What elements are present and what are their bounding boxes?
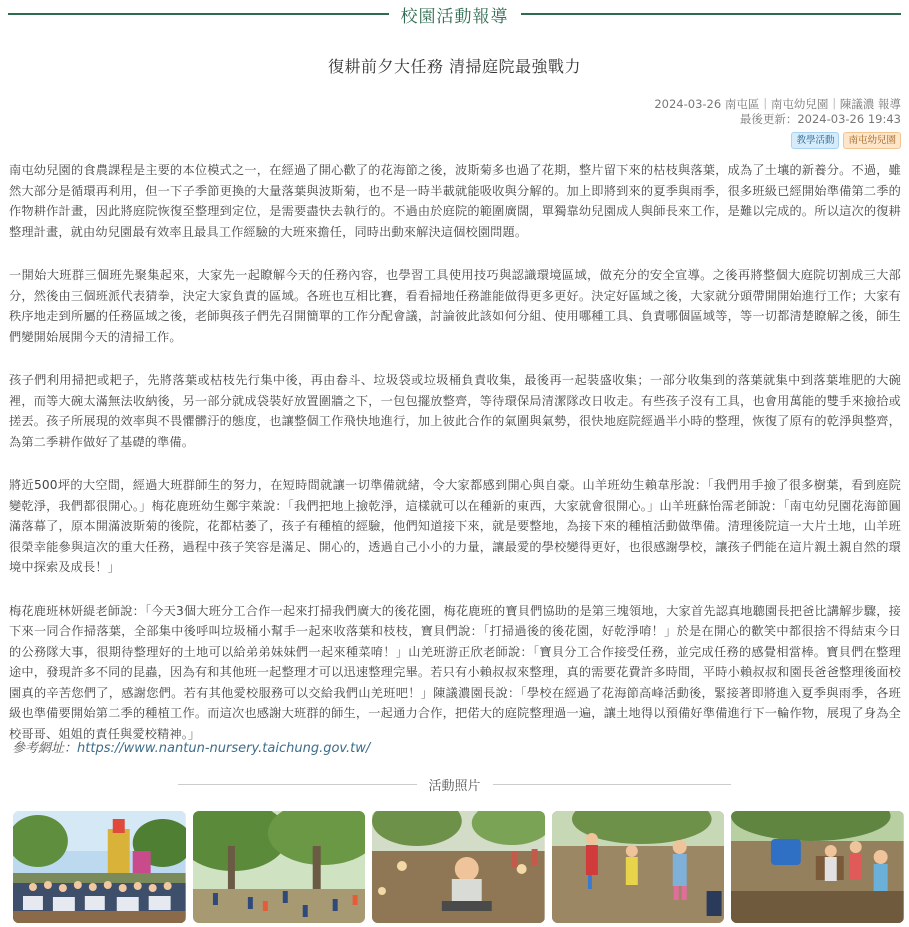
child-sweeping-leaves-icon xyxy=(372,811,545,923)
gallery-header-line-left xyxy=(178,784,417,785)
section-title: 校園活動報導 xyxy=(400,6,509,27)
section-header-line-right xyxy=(521,13,902,15)
children-with-brooms-icon xyxy=(552,811,725,923)
article-title: 復耕前夕大任務 清掃庭院最強戰力 xyxy=(327,57,582,76)
gallery-header xyxy=(178,775,731,793)
photo-children-park[interactable] xyxy=(193,811,366,923)
photo-child-sweeping[interactable] xyxy=(372,811,545,923)
group-photo-playground-icon xyxy=(13,811,186,923)
gallery-header-line-right xyxy=(493,784,732,785)
reference xyxy=(12,737,370,756)
photo-group-playground[interactable] xyxy=(13,811,186,923)
children-collecting-leaves-icon xyxy=(731,811,904,923)
article-body xyxy=(9,160,901,767)
photo-children-collecting[interactable] xyxy=(731,811,904,923)
article-byline: 2024-03-26 南屯區｜南屯幼兒園｜陳議濃 報導 xyxy=(654,97,901,111)
article-meta xyxy=(654,97,901,127)
article-updated: 最後更新：2024-03-26 19:43 xyxy=(739,112,901,126)
article-paragraph: 梅花鹿班林妍緹老師說：「今天3個大班分工合作一起來打掃我們廣大的後花園，梅花鹿班的寶貝們協助的是第三塊領地，大家首先認真地聽園長把爸比講解步驟，接下來一同合作掃落葉，全部集中後呼叫垃圾桶小幫手一起來收落葉和枝枝，寶貝們說：「打掃過後的後花園，好乾淨唷！」於是在開心的歡笑中都很捨不得結束今日的公務隊大事，很期待整理好的土地可以給弟弟妹妹們一起來種菜唷！」山羌班游正欣老師說：「寶貝分工合作接受任務，並完成任務的感覺相當棒。寶貝們在整理途中，發現許多不同的昆蟲，因為有和其他班一起整理才可以迅速整理完畢。若只有小賴叔叔來整理，真的需要花費許多時間，平時小賴叔叔和園長爸爸整理後面校園真的辛苦您們了，感謝您們。若有其他愛校服務可以交給我們山羌班吧！」陳議濃園長說：「學校在經過了花海節高峰活動後，緊接著即將進入夏季與雨季，各班級也準備要開始第二季的種植工作。而這次也感謝大班群的師生，一起通力合作，把偌大的庭院整理過一遍，讓土地得以預備好準備進行下一輪作物，展現了身為全校哥哥、姐姐的責任與愛校精神。」 xyxy=(9,603,901,741)
article-paragraph: 將近500坪的大空間，經過大班群師生的努力，在短時間就讓一切準備就緒，令大家都感到開心與自豪。山羊班幼生賴韋彤說：「我們用手撿了很多樹葉，看到庭院變乾淨，我們都很開心。」梅花鹿班幼生鄭宇萊說：「我們把地上撿乾淨，這樣就可以在種新的東西，大家就會很開心。」山羊班蘇怡霈老師說：「南屯幼兒園花海節圓滿落幕了，原本開滿波斯菊的後院，花都枯萎了，孩子有種植的經驗，他們知道接下來，就是要整地，為接下來的種植活動做準備。清理後院這一大片土地，山羊班很榮幸能參與這次的重大任務，過程中孩子笑容是滿足、開心的，透過自己小小的力量，讓最愛的學校變得更好，也很感謝學校，讓孩子們能在這片親土親自然的環境中探索及成長！」 xyxy=(9,478,901,574)
photo-children-brooms[interactable] xyxy=(552,811,725,923)
reference-label: 參考網址： xyxy=(12,741,78,756)
article-tags xyxy=(791,132,901,149)
children-in-park-icon xyxy=(193,811,366,923)
article-paragraph: 一開始大班群三個班先聚集起來，大家先一起瞭解今天的任務內容，也學習工具使用技巧與認識環境區域，做充分的安全宣導。之後再將整個大庭院切割成三大部分，然後由三個班派代表猜拳，決定大家負責的區域。各班也互相比賽，看看掃地任務誰能做得更多更好。決定好區域之後，大家就分頭帶開開始進行工作；大家有秩序地走到所屬的任務區域之後，老師與孩子們先召開簡單的工作分配會議，討論彼此該如何分組、使用哪種工具、負責哪個區域等，等一切都清楚瞭解之後，師生們變開始展開今天的清掃工作。 xyxy=(9,268,901,344)
photo-gallery xyxy=(13,811,904,923)
article-paragraph: 孩子們利用掃把或耙子，先將落葉或枯枝先行集中後，再由畚斗、垃圾袋或垃圾桶負責收集，最後再一起裝盛收集；一部分收集到的落葉就集中到落葉堆肥的大碗裡，而等大碗太滿無法收納後，另一部分就成袋裝好放置圍牆之下，一包包擺放整齊，等待環保局清潔隊改日收走。有些孩子沒有工具，也會用萬能的雙手來撿拾或搓丟。孩子所展現的效率與不畏懼髒汙的態度，也讓整個工作飛快地進行，加上彼此合作的氣圍與氣勢，很快地庭院經過半小時的整理，恢復了原有的乾淨與整齊，為第二季耕作做好了基礎的準備。 xyxy=(9,373,901,449)
article-paragraph: 南屯幼兒園的食農課程是主要的本位模式之一，在經過了開心歡了的花海節之後，波斯菊多也過了花期，整片留下來的枯枝與落葉，成為了土壤的新養分。不過，雖然大部分是循環再利用，但一下子季節更換的大量落葉與波斯菊，也不是一時半載就能吸收與分解的。加上即將到來的夏季與雨季，很多班級已經開始準備第二季的作物耕作計畫，因此將庭院恢復至整理到定位，是需要盡快去執行的。不過由於庭院的範圍廣闊，單獨靠幼兒園成人與師長來工作，是難以完成的。所以這次的復耕整理計畫，就由幼兒園最有效率且最具工作經驗的大班來擔任，同時出動來解決這個校園問題。 xyxy=(9,163,901,239)
section-header xyxy=(8,2,901,26)
tag-teaching-activity[interactable]: 教學活動 xyxy=(791,132,839,149)
reference-link[interactable]: https://www.nantun-nursery.taichung.gov.tw/ xyxy=(77,741,371,756)
tag-school[interactable]: 南屯幼兒園 xyxy=(843,132,901,149)
gallery-title: 活動照片 xyxy=(428,778,481,794)
section-header-line-left xyxy=(8,13,389,15)
